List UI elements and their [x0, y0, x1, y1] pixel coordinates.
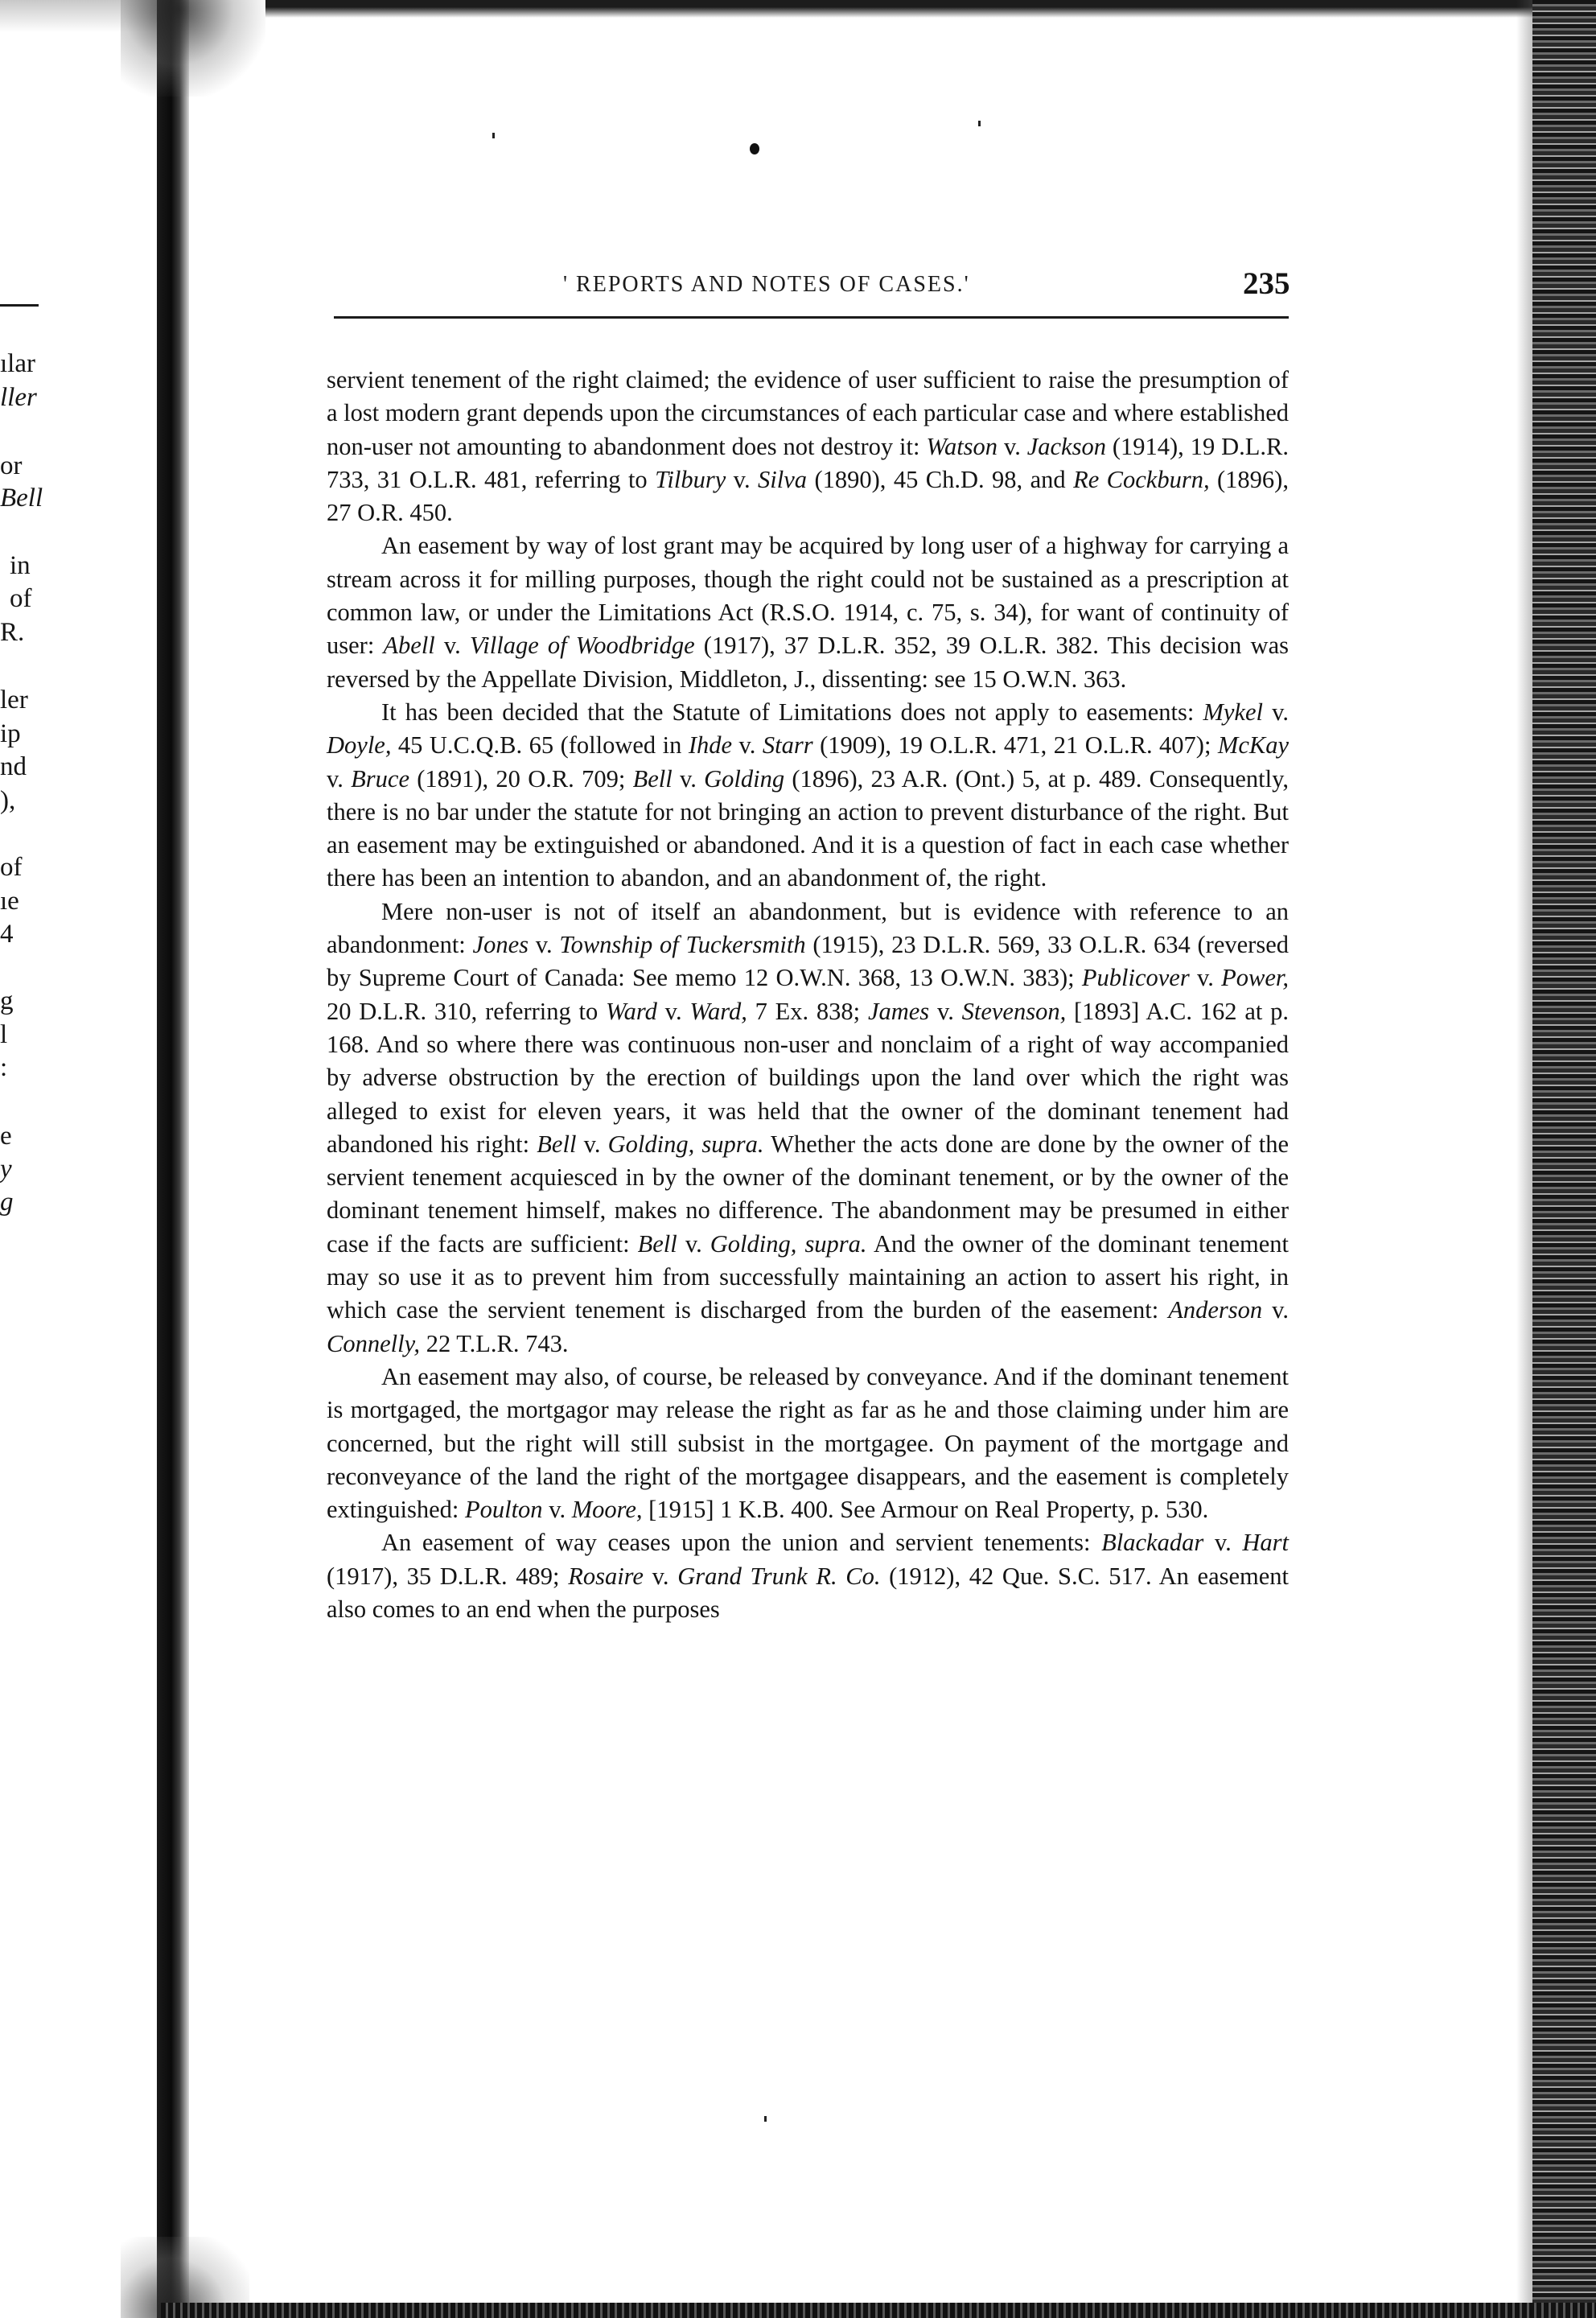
- case-name: Connelly,: [327, 1329, 421, 1357]
- previous-page-fragment: ılar: [0, 349, 35, 378]
- text-segment: v.: [576, 1130, 608, 1158]
- previous-page-fragment: ),: [0, 786, 16, 815]
- case-name: Starr: [762, 731, 813, 760]
- text-segment: v.: [1262, 1296, 1289, 1324]
- previous-page-fragment: e: [0, 1122, 12, 1151]
- case-name: Poulton: [464, 1496, 543, 1524]
- text-segment: v.: [677, 1229, 710, 1258]
- previous-page-fragment: ller: [0, 383, 37, 412]
- case-name: Abell: [383, 632, 435, 660]
- ink-speck: [750, 143, 759, 154]
- previous-page-fragment: of: [10, 584, 32, 613]
- text-segment: v.: [529, 931, 560, 959]
- case-name: Township of Tuckersmith: [559, 931, 806, 959]
- previous-page-fragment: g: [0, 1188, 14, 1217]
- previous-page-fragment: ıe: [0, 887, 19, 916]
- case-name: Rosaire: [568, 1562, 644, 1590]
- case-name: James: [867, 997, 930, 1025]
- text-segment: v.: [327, 764, 352, 793]
- body-text: [327, 364, 1289, 1626]
- case-name: Golding, supra.: [710, 1229, 867, 1258]
- paragraph: [327, 895, 1289, 1361]
- case-name: Power,: [1221, 964, 1289, 992]
- case-name: Blackadar: [1101, 1529, 1204, 1557]
- ink-speck: [492, 133, 495, 138]
- text-segment: Mere non-user is not of itself an abandonment, but is evidence with reference to an abandonment:: [327, 897, 1289, 959]
- text-segment: 7 Ex. 838;: [747, 997, 868, 1025]
- case-name: Bell: [632, 764, 673, 793]
- case-name: Bell: [637, 1229, 677, 1258]
- case-name: Silva: [758, 465, 808, 493]
- scan-bottom-border: [161, 2303, 1596, 2318]
- text-segment: v.: [1189, 964, 1222, 992]
- text-segment: (1915), 23 D.L.R. 569, 33 O.L.R. 634 (reversed by Supreme Court of Canada: See memo 12 O.W.N. 368, 13 O.W.N. 383);: [327, 931, 1289, 992]
- text-segment: (1914), 19 D.L.R. 733, 31 O.L.R. 481, referring to: [327, 432, 1289, 493]
- previous-page-fragment: ler: [0, 686, 28, 714]
- text-segment: Whether the acts done are done by the owner of the servient tenement acquiesced in by the owner of the dominant tenement, or by the owner of the dominant tenement himself, makes no difference. The abandonment may be presumed in either case if the facts are sufficient:: [327, 1130, 1289, 1258]
- text-segment: [1893] A.C. 162 at p. 168. And so where there was continuous non-user and nonclaim of a right of way accompanied by adverse obstruction by the erection of buildings upon the land over which the right was alleged to exist for eleven years, it was held that the owner of the dominant tenement had abandoned his right:: [327, 997, 1289, 1158]
- case-name: Publicover: [1081, 964, 1190, 992]
- text-segment: And the owner of the dominant tenement may so use it as to prevent him from successfully maintaining an action to assert his right, in which case the servient tenement is discharged from the burden of the easement:: [327, 1229, 1289, 1324]
- paragraph: [327, 1361, 1289, 1526]
- case-name: Doyle,: [327, 731, 392, 760]
- case-name: Re Cockburn,: [1073, 465, 1210, 493]
- text-segment: v.: [643, 1562, 678, 1590]
- text-segment: v.: [1203, 1529, 1243, 1557]
- case-name: McKay: [1217, 731, 1289, 760]
- page-number: 235: [1243, 266, 1290, 301]
- text-segment: v.: [929, 997, 962, 1025]
- page-stack-edge: [1532, 0, 1596, 2318]
- paragraph: [327, 529, 1289, 695]
- previous-page-fragment: l: [0, 1020, 8, 1049]
- text-segment: (1896), 23 A.R. (Ont.) 5, at p. 489. Consequently, there is no bar under the statute for not bringing an action to prevent disturbance of the right. But an easement may be extinguished or abandoned. And it is a question of fact in each case whether there has been an intention to abandon, and an abandonment of, the right.: [327, 764, 1289, 892]
- text-segment: v.: [1262, 698, 1289, 726]
- text-segment: (1909), 19 O.L.R. 471, 21 O.L.R. 407);: [812, 731, 1218, 760]
- text-segment: v.: [434, 632, 470, 660]
- case-name: Golding, supra.: [607, 1130, 764, 1158]
- previous-page-fragment: nd: [0, 752, 27, 781]
- ink-speck: [764, 2116, 767, 2122]
- text-segment: An easement may also, of course, be released by conveyance. And if the dominant tenement is mortgaged, the mortgagor may release the right as far as he and those claiming under him are concerned, but the right will still subsist in the mortgagee. On payment of the mortgage and reconveyance of the land the right of the mortgagee disappears, and the easement is completely extinguished:: [327, 1362, 1289, 1524]
- text-segment: 20 D.L.R. 310, referring to: [327, 997, 607, 1025]
- previous-page-fragment: in: [10, 551, 31, 580]
- text-segment: v.: [542, 1496, 572, 1524]
- paragraph: [327, 1526, 1289, 1626]
- previous-page-fragment: :: [0, 1053, 8, 1082]
- book-spine-shadow: [157, 0, 189, 2318]
- text-segment: 22 T.L.R. 743.: [420, 1329, 569, 1357]
- case-name: Bell: [537, 1130, 577, 1158]
- text-segment: v.: [726, 465, 759, 493]
- text-segment: 45 U.C.Q.B. 65 (followed in: [391, 731, 689, 760]
- text-segment: v.: [656, 997, 690, 1025]
- text-segment: It has been decided that the Statute of Limitations does not apply to easements:: [381, 698, 1203, 726]
- text-segment: (1891), 20 O.R. 709;: [409, 764, 633, 793]
- text-segment: An easement by way of lost grant may be acquired by long user of a highway for carrying a stream across it for milling purposes, though the right could not be sustained as a prescription at common law, or under the Limitations Act (R.S.O. 1914, c. 75, s. 34), for want of continuity of user:: [327, 532, 1289, 660]
- case-name: Golding: [704, 764, 785, 793]
- previous-page-fragment: ip: [0, 719, 21, 748]
- previous-page-fragment: Bell: [0, 484, 43, 513]
- text-segment: An easement of way ceases upon the union and servient tenements:: [381, 1529, 1102, 1557]
- case-name: Ward: [606, 997, 657, 1025]
- text-segment: (1890), 45 Ch.D. 98, and: [807, 465, 1074, 493]
- text-segment: (1917), 35 D.L.R. 489;: [327, 1562, 569, 1590]
- case-name: Jackson: [1026, 432, 1106, 460]
- case-name: Ward,: [689, 997, 747, 1025]
- running-head: ' REPORTS AND NOTES OF CASES.': [563, 272, 970, 297]
- case-name: Watson: [926, 432, 998, 460]
- previous-page-fragment: 4: [0, 920, 14, 949]
- previous-page-rule: [0, 304, 39, 307]
- scan-top-border: [265, 0, 1553, 18]
- case-name: Moore,: [571, 1496, 643, 1524]
- header-rule: [334, 316, 1289, 319]
- previous-page-fragment: g: [0, 986, 14, 1015]
- spine-shadow-top: [121, 0, 265, 97]
- previous-page-fragment: y: [0, 1155, 12, 1184]
- text-segment: (1912), 42 Que. S.C. 517. An easement also comes to an end when the purposes: [327, 1562, 1289, 1623]
- paragraph: [327, 364, 1289, 529]
- case-name: Hart: [1242, 1529, 1289, 1557]
- paragraph: [327, 696, 1289, 895]
- case-name: Jones: [472, 931, 529, 959]
- case-name: Ihde: [688, 731, 733, 760]
- case-name: Village of Woodbridge: [469, 632, 695, 660]
- text-segment: v.: [998, 432, 1027, 460]
- previous-page-fragment: R.: [0, 618, 25, 647]
- ink-speck: [978, 121, 981, 126]
- case-name: Bruce: [351, 764, 409, 793]
- previous-page-fragment: of: [0, 853, 23, 882]
- text-segment: (1917), 37 D.L.R. 352, 39 O.L.R. 382. This decision was reversed by the Appellate Division, Middleton, J., dissenting: see 15 O.W.N. 363.: [327, 632, 1289, 693]
- case-name: Mykel: [1203, 698, 1263, 726]
- text-segment: v.: [732, 731, 763, 760]
- case-name: Grand Trunk R. Co.: [677, 1562, 881, 1590]
- case-name: Anderson: [1168, 1296, 1263, 1324]
- case-name: Tilbury: [655, 465, 726, 493]
- text-segment: servient tenement of the right claimed; the evidence of user sufficient to raise the presumption of a lost modern grant depends upon the circumstances of each particular case and where established non-user not amounting to abandonment does not destroy it:: [327, 366, 1289, 460]
- previous-page-fragment: or: [0, 451, 23, 480]
- text-segment: v.: [672, 764, 705, 793]
- text-segment: (1896), 27 O.R. 450.: [327, 465, 1289, 527]
- case-name: Stevenson,: [961, 997, 1067, 1025]
- text-segment: [1915] 1 K.B. 400. See Armour on Real Property, p. 530.: [642, 1496, 1209, 1524]
